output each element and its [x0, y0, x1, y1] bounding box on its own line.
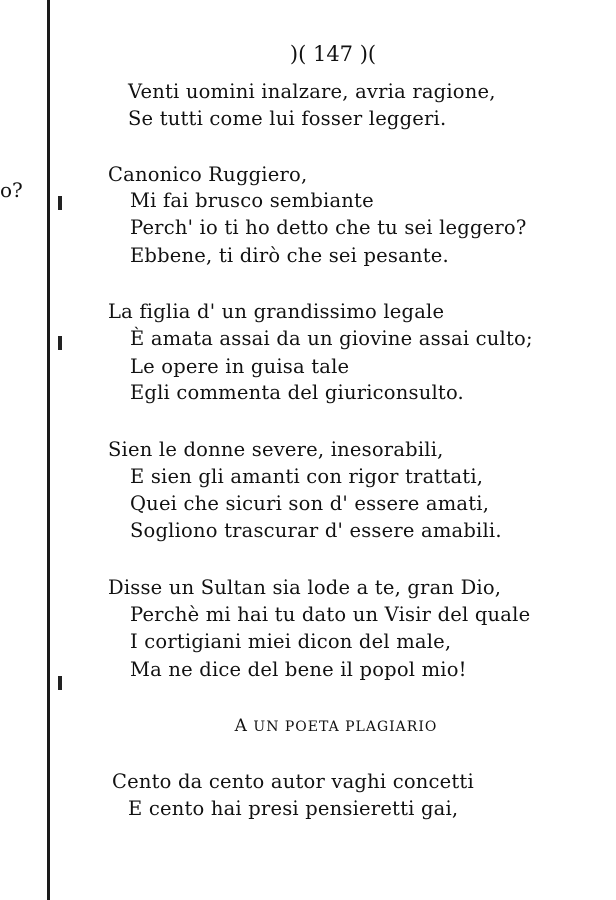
verse-line: Mi fai brusco sembiante [130, 189, 374, 212]
verse-line: Se tutti come lui fosser leggeri. [128, 107, 447, 130]
margin-mark [58, 196, 62, 210]
margin-mark [58, 676, 62, 690]
section-heading [0, 716, 616, 736]
verse-line: Sien le donne severe, inesorabili, [108, 438, 444, 461]
verse-line: Le opere in guisa tale [130, 355, 350, 378]
page-number: )( 147 )( [289, 42, 377, 66]
verse-line: Ma ne dice del bene il popol mio! [130, 658, 467, 681]
verse-line: Quei che sicuri son d' essere amati, [130, 492, 490, 515]
verse-line: Egli commenta del giuriconsulto. [130, 381, 464, 404]
verse-line: Perchè mi hai tu dato un Visir del quale [130, 603, 531, 626]
verse-line: E sien gli amanti con rigor trattati, [130, 465, 484, 488]
verse-line: Sogliono trascurar d' essere amabili. [130, 519, 502, 542]
verse-line: I cortigiani miei dicon del male, [130, 630, 452, 653]
verse-line: La figlia d' un grandissimo legale [108, 300, 445, 323]
margin-text-fragment: o? [0, 178, 23, 202]
section-heading-initial: A [234, 716, 248, 736]
verse-line: Disse un Sultan sia lode a te, gran Dio, [108, 576, 502, 599]
section-heading-rest: UN POETA PLAGIARIO [253, 719, 438, 735]
verse-line: È amata assai da un giovine assai culto; [130, 327, 533, 350]
verse-line: Canonico Ruggiero, [108, 163, 308, 186]
verse-line: E cento hai presi pensieretti gai, [128, 797, 459, 820]
verse-line: Venti uomini inalzare, avria ragione, [128, 80, 496, 103]
verse-line: Perch' io ti ho detto che tu sei leggero? [130, 216, 527, 239]
verse-line: Cento da cento autor vaghi concetti [112, 770, 474, 793]
verse-line: Ebbene, ti dirò che sei pesante. [130, 244, 449, 267]
binding-gutter-line [47, 0, 50, 900]
margin-mark [58, 336, 62, 350]
